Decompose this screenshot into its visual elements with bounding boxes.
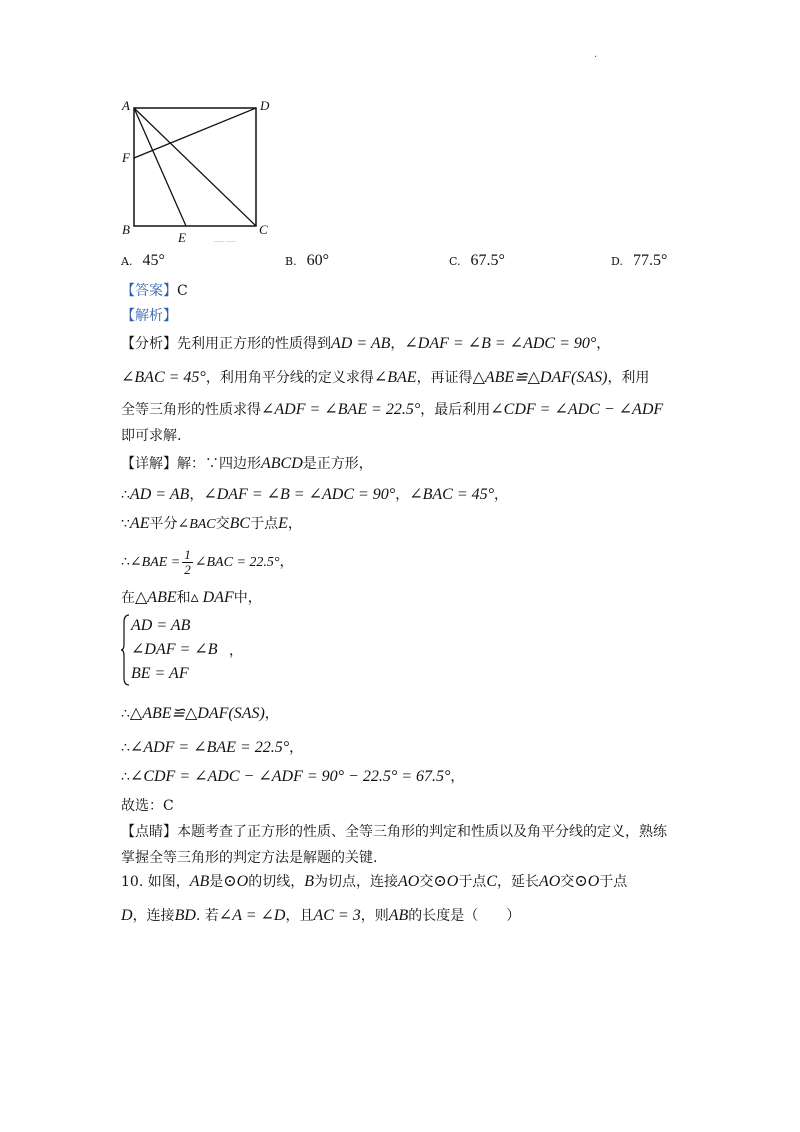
text: 是 — [209, 874, 224, 890]
text: ， — [395, 487, 410, 503]
math: ∠BAC = 45° — [409, 486, 495, 503]
option-value: 67.5° — [470, 252, 505, 269]
math: ⊙O — [223, 873, 249, 890]
option-value: 60° — [306, 252, 329, 269]
dianjing-line-2 — [121, 848, 377, 868]
text: 中， — [233, 590, 262, 606]
label-b: B — [122, 222, 130, 237]
text: 10. 如图， — [121, 874, 190, 890]
option-letter: A. — [121, 255, 133, 268]
text: 在 — [121, 590, 135, 606]
square-figure — [116, 96, 276, 248]
xiangjie-tag: 【详解】 — [121, 456, 177, 472]
text: 解：∵四边形 — [177, 456, 261, 472]
analysis-tag-line — [121, 306, 177, 326]
option-b — [285, 252, 329, 270]
option-value: 45° — [142, 252, 165, 269]
answer-line — [121, 281, 188, 301]
text: 交 — [215, 516, 230, 532]
xiangjie-line-8 — [121, 767, 464, 787]
text: ， — [279, 554, 294, 570]
text: 的长度是（ ） — [408, 908, 521, 924]
xiangjie-line-7 — [121, 738, 303, 758]
text: ，延长 — [496, 874, 539, 890]
xiangjie-line-4 — [121, 546, 293, 579]
label-d: D — [260, 98, 270, 113]
math: AC = 3 — [313, 907, 361, 924]
fenxi-line-3 — [121, 400, 663, 420]
question-10-line-2 — [121, 906, 520, 926]
segment-df — [134, 108, 256, 158]
math: ⊙O — [433, 873, 459, 890]
text: 于点 — [458, 874, 487, 890]
math: ∠ADF = ∠BAE = 22.5° — [129, 739, 290, 756]
xiangjie-line-2 — [121, 485, 508, 505]
text: 是正方形， — [302, 456, 373, 472]
option-letter: B. — [285, 255, 297, 268]
dianjing-line-1 — [121, 822, 667, 842]
option-d — [611, 252, 667, 270]
text: ，且 — [285, 908, 314, 924]
text: . 若 — [195, 908, 219, 924]
question-10-line-1 — [121, 872, 627, 892]
math: B — [304, 873, 315, 890]
math: ∠CDF = ∠ADC − ∠ADF — [490, 401, 664, 418]
math: AB — [388, 907, 409, 924]
text: ， — [289, 740, 304, 756]
text: 交 — [419, 874, 434, 890]
segment-ae — [134, 108, 186, 226]
text: ， — [494, 487, 509, 503]
math: AD = AB — [129, 486, 190, 503]
option-letter: C. — [449, 255, 461, 268]
text: ，利用 — [607, 370, 650, 386]
text: ， — [390, 336, 405, 352]
fraction-one-half — [182, 548, 193, 577]
xiangjie-line-6 — [121, 704, 279, 724]
math: ∠BAC — [177, 517, 216, 532]
text: ， — [264, 706, 279, 722]
text: 为切点，连接 — [314, 874, 399, 890]
system-eq-2: ∠DAF = ∠B — [131, 641, 218, 658]
math: D — [121, 907, 133, 924]
math: ∠BAC = 45° — [121, 369, 206, 386]
fenxi-tag: 【分析】 — [121, 336, 177, 352]
text: 于点 — [599, 874, 628, 890]
text: ∴ — [121, 740, 130, 756]
system-equations — [131, 614, 271, 686]
math: △ABE≌△DAF(SAS) — [129, 705, 265, 722]
xiangjie-line-3 — [121, 514, 302, 535]
text: ， — [287, 516, 302, 532]
math: ∠A = ∠D — [218, 907, 286, 924]
system-eq-1: AD = AB — [131, 617, 191, 634]
xiangjie-line-1 — [121, 454, 373, 474]
text: ， — [450, 769, 465, 785]
text: 全等三角形的性质求得 — [121, 402, 261, 418]
answer-value: C — [177, 283, 188, 299]
segment-ac — [134, 108, 256, 226]
math: ∠BAC = 22.5° — [194, 555, 280, 570]
math: △ABE — [135, 589, 177, 606]
answer-options — [0, 252, 800, 278]
text: ∴ — [121, 706, 130, 722]
math: ∠BAE — [373, 369, 417, 386]
math: BD — [174, 907, 196, 924]
math: E — [278, 515, 288, 532]
text: ， — [189, 487, 204, 503]
text: 故选：C — [121, 798, 174, 814]
math: C — [486, 873, 497, 890]
math: ∠CDF = ∠ADC − ∠ADF = 90° − 22.5° = 67.5° — [129, 768, 451, 785]
option-a — [121, 252, 165, 270]
option-letter: D. — [611, 255, 623, 268]
option-c — [449, 252, 505, 270]
text: 本题考查了正方形的性质、全等三角形的判定和性质以及角平分线的定义，熟练 — [177, 824, 667, 840]
page-corner-mark: · — [594, 52, 598, 63]
label-f: F — [122, 150, 130, 165]
denominator: 2 — [184, 561, 191, 577]
xiangjie-line-9 — [121, 796, 174, 816]
text: 的切线， — [248, 874, 305, 890]
text: 先利用正方形的性质得到 — [177, 336, 331, 352]
math: ∠DAF = ∠B = ∠ADC = 90° — [404, 335, 597, 352]
math: AB — [189, 873, 210, 890]
text: ，则 — [360, 908, 389, 924]
text: ， — [596, 336, 611, 352]
left-brace-icon — [121, 614, 131, 686]
text: 平分 — [149, 516, 178, 532]
option-value: 77.5° — [632, 252, 668, 269]
math: ∠ADF = ∠BAE = 22.5° — [261, 401, 421, 418]
math: AO — [398, 873, 420, 890]
text: ∵ — [121, 516, 130, 532]
dianjing-tag: 【点睛】 — [121, 824, 177, 840]
label-a: A — [122, 98, 130, 113]
text: ∴ — [121, 769, 130, 785]
text: 即可求解. — [121, 428, 182, 444]
text: 掌握全等三角形的判定方法是解题的关键. — [121, 850, 378, 866]
math: ∠BAE = — [129, 555, 181, 570]
math: ▵ DAF — [190, 589, 234, 606]
text: ，连接 — [132, 908, 175, 924]
text: 和 — [176, 590, 191, 606]
math: BC — [229, 515, 251, 532]
fenxi-line-4 — [121, 426, 181, 446]
xiangjie-line-5 — [121, 588, 262, 608]
math: △ABE≌△DAF(SAS) — [472, 369, 608, 386]
numerator: 1 — [184, 546, 191, 562]
fenxi-line-1 — [121, 334, 610, 354]
math: AD = AB — [331, 335, 391, 352]
text: ， — [229, 643, 243, 659]
text: ∴ — [121, 487, 130, 503]
figure-watermark: —— —— — [214, 239, 236, 245]
text: ，利用角平分线的定义求得 — [205, 370, 374, 386]
label-c: C — [259, 222, 268, 237]
text: 交 — [560, 874, 575, 890]
text: ，最后利用 — [420, 402, 491, 418]
math: ∠DAF = ∠B = ∠ADC = 90° — [203, 486, 396, 503]
fenxi-line-2 — [121, 368, 649, 388]
system-eq-3: BE = AF — [131, 665, 189, 682]
math: AE — [129, 515, 150, 532]
analysis-tag: 【解析】 — [121, 308, 177, 324]
math: ABCD — [261, 455, 303, 472]
math: AO — [538, 873, 561, 890]
label-e: E — [178, 230, 186, 245]
text: ，再证得 — [416, 370, 473, 386]
text: ∴ — [121, 554, 130, 570]
math: ⊙O — [574, 873, 600, 890]
answer-tag: 【答案】 — [121, 283, 177, 299]
text: 于点 — [250, 516, 279, 532]
